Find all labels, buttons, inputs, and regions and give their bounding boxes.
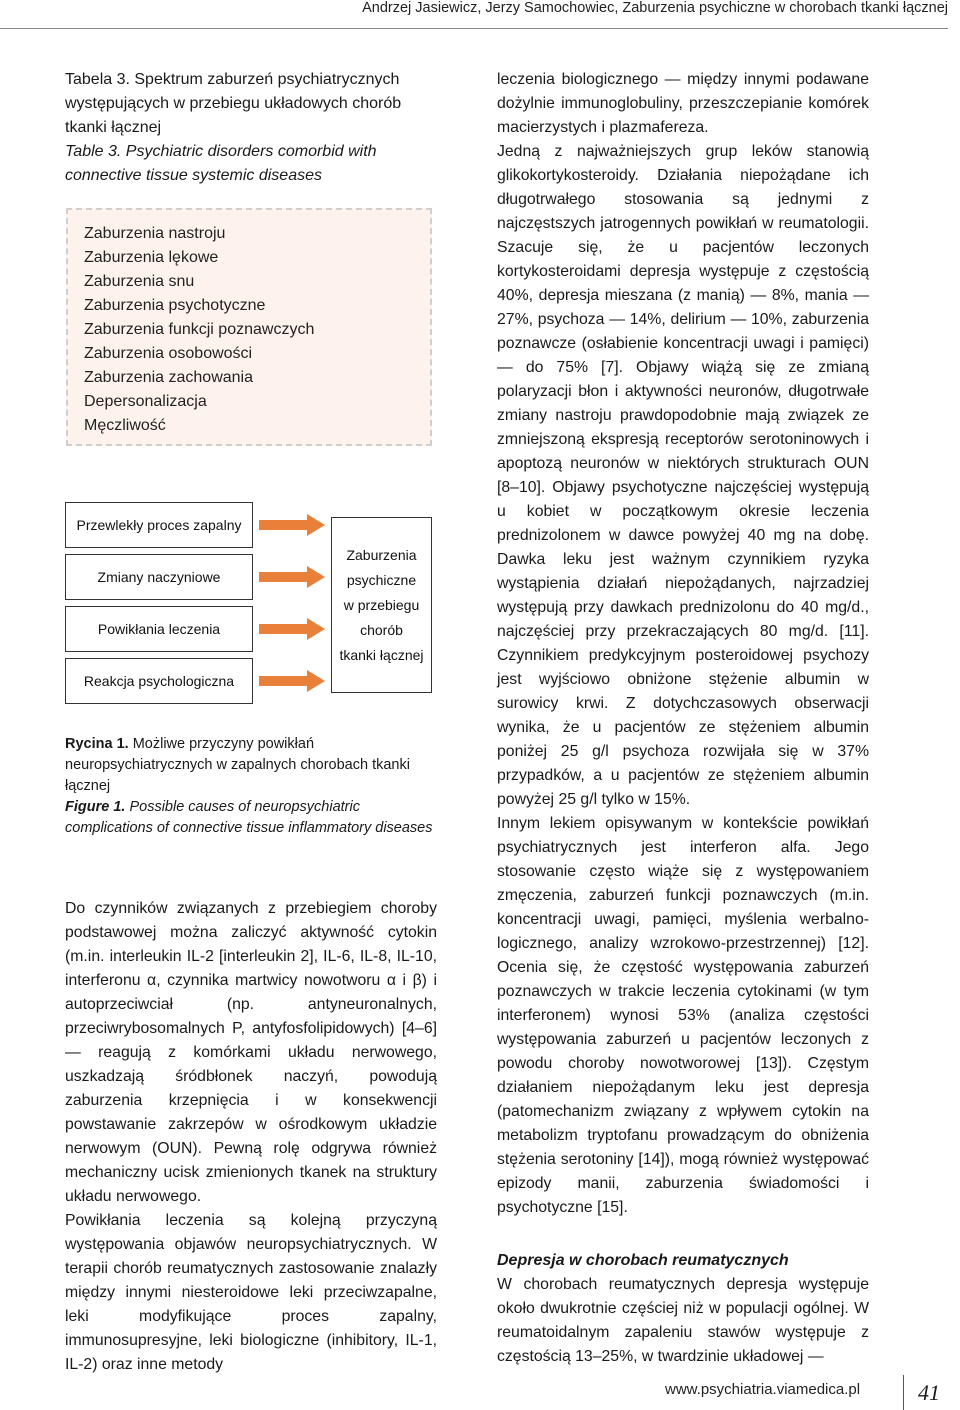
running-header — [0, 0, 948, 29]
result-line: tkanki łącznej — [339, 646, 424, 663]
left-column — [65, 68, 437, 1377]
figure-diagram — [65, 502, 437, 724]
list-item: Męczliwość — [84, 417, 166, 434]
cause-box-treatment: Powikłania leczenia — [65, 606, 253, 652]
disorders-table — [66, 208, 432, 446]
paragraph-disease-factors: Do czynników związanych z przebiegiem choroby podstawowej można zaliczyć aktywność cytokin (m.in. interleukin IL-2 [interleukin 2], IL-6, IL-8, IL-10, interferonu α, czynnika martwicy nowotworu α i β) i autoprzeciwciał (np. antyneuronalnych, przeciwrybosomalnych P, antyfosfolipidowych) [4–6] — reagują z komórkami układu nerwowego, uszkadzają śródbłonek naczyń, powodują zaburzenia krzepnięcia i w konsekwencji powstawanie zakrzepów w ośrodkowym układzie nerwowym (OUN). Pewną rolę odgrywa również mechaniczny ucisk zmienionych tkanek na struktury układu nerwowego. — [65, 900, 437, 1205]
cause-box-vascular: Zmiany naczyniowe — [65, 554, 253, 600]
list-item: Zaburzenia psychotyczne — [84, 297, 266, 314]
list-item: Zaburzenia snu — [84, 273, 195, 290]
running-title: Andrzej Jasiewicz, Jerzy Samochowiec, Zaburzenia psychiczne w chorobach tkanki łącznej — [362, 0, 948, 16]
figure-caption-pl-text: Możliwe przyczyny powikłań neuropsychiatrycznych w zapalnych chorobach tkanki łącznej — [65, 736, 410, 794]
footer-divider — [903, 1375, 904, 1410]
page-number: 41 — [918, 1380, 940, 1405]
list-item: Zaburzenia nastroju — [84, 225, 226, 242]
result-line: Zaburzenia — [346, 546, 417, 563]
paragraph-interferon: Innym lekiem opisywanym w kontekście powikłań psychiatrycznych jest interferon alfa. Jego stosowanie często wiąże się z występowaniem zmęczenia, zaburzeń funkcji poznawczych (m.in. koncentracji uwagi, pamięci, myślenia werbalno-logicznego, analizy wzrokowo-przestrzennej) [12]. Ocenia się, że częstość występowania zaburzeń poznawczych w trakcie leczenia cytokinami (w tym interferonem) wynosi 53% (analiza częstości występowania zaburzeń u pacjentów leczonych z powodu choroby nowotworowej [13]). Częstym działaniem niepożądanym leku jest depresja (patomechanizm związany z wpływem cytokin na metabolizm tryptofanu prowadzącym do obniżenia stężenia serotoniny [14]), mogą również występować epizody manii, zaburzenia świadomości i psychotyczne [15]. — [497, 815, 869, 1216]
right-column — [497, 68, 869, 1369]
arrow-right-icon — [259, 514, 325, 536]
paragraph-glucocorticoids: Jedną z najważniejszych grup leków stanowią glikokortykosteroidy. Działania niepożądane ich długotrwałego stosowania są jednymi z najczęstszych jatrogennych powikłań w reumatologii. Szacuje się, że u pacjentów leczonych kortykosteroidami depresja występuje z częstością 40%, depresja mieszana (z manią) — 8%, mania — 27%, psychoza — 14%, delirium — 10%, zaburzenia poznawcze (osłabienie koncentracji uwagi i pamięci) — do 75% [7]. Objawy wiążą się ze zmianą polaryzacji błon i aktywności neuronów, długotrwałe zmiany nastroju prawdopodobnie mają związek ze zmniejszoną ekspresją receptorów serotoninowych i apoptozą neuronów w niektórych strukturach OUN [8–10]. Objawy psychotyczne najczęściej występują u kobiet w początkowym okresie leczenia prednizolonem w dawce powyżej 40 mg na dobę. Dawka leku jest ważnym czynnikiem ryzyka wystąpienia działań niepożądanych, najrzadziej występują przy dawkach prednizolonu do 40 mg/d., najczęściej przy przekraczających 80 mg/d. [11]. Czynnikiem predykcyjnym posteroidowej psychozy jest wyjściowo obniżone stężenie albumin w surowicy krwi. Z dotychczasowych obserwacji wynika, że u pacjentów ze stężeniem albumin poniżej 25 g/l psychoza rozwijała się w 37% przypadków, a u pacjentów ze stężeniem albumin powyżej 25 g/l tylko w 15%. — [497, 143, 869, 808]
list-item: Zaburzenia lękowe — [84, 249, 219, 266]
table-caption-pl: Tabela 3. Spektrum zaburzeń psychiatrycznych występujących w przebiegu układowych chorób tkanki łącznej — [65, 71, 402, 136]
paragraph-biological-treatment: leczenia biologicznego — między innymi podawane dożylnie immunoglobuliny, przeszczepianie komórek macierzystych i plazmafereza. — [497, 71, 869, 136]
result-box — [331, 517, 432, 693]
figure-caption-pl — [65, 734, 437, 797]
arrow-right-icon — [259, 618, 325, 640]
result-line: chorób — [360, 621, 403, 638]
list-item: Zaburzenia osobowości — [84, 345, 253, 362]
result-line: psychiczne — [346, 571, 417, 588]
figure-caption-en — [65, 797, 437, 839]
list-item: Zaburzenia zachowania — [84, 369, 253, 386]
figure-label-en: Figure 1. — [65, 799, 126, 815]
result-line: w przebiegu — [343, 596, 420, 613]
figure-caption-en-text: Possible causes of neuropsychiatric complications of connective tissue inflammatory diseases — [65, 799, 433, 836]
journal-url[interactable]: www.psychiatria.viamedica.pl — [665, 1381, 861, 1398]
cause-box-psychological: Reakcja psychologiczna — [65, 658, 253, 704]
figure-caption — [65, 734, 437, 839]
list-item: Zaburzenia funkcji poznawczych — [84, 321, 315, 338]
paragraph-treatment-complications: Powikłania leczenia są kolejną przyczyną występowania objawów neuropsychiatrycznych. W terapii chorób reumatycznych zastosowanie znalazły między innymi niesteroidowe leki przeciwzapalne, leki modyfikujące proces zapalny, immunosupresyjne, leki biologiczne (inhibitory, IL-1, IL-2) oraz inne metody — [65, 1212, 437, 1373]
table-caption-en: Table 3. Psychiatric disorders comorbid with connective tissue systemic diseases — [65, 143, 377, 184]
section-heading: Depresja w chorobach reumatycznych — [497, 1252, 789, 1269]
arrow-right-icon — [259, 670, 325, 692]
disorders-list — [84, 222, 414, 438]
arrow-right-icon — [259, 566, 325, 588]
list-item: Depersonalizacja — [84, 393, 207, 410]
figure-label-pl: Rycina 1. — [65, 736, 129, 752]
paragraph-depression: W chorobach reumatycznych depresja występuje około dwukrotnie częściej niż w populacji ogólnej. W reumatoidalnym zapaleniu stawów występuje z częstością 13–25%, w twardzinie układowej — — [497, 1276, 869, 1365]
cause-box-inflammation: Przewlekły proces zapalny — [65, 502, 253, 548]
